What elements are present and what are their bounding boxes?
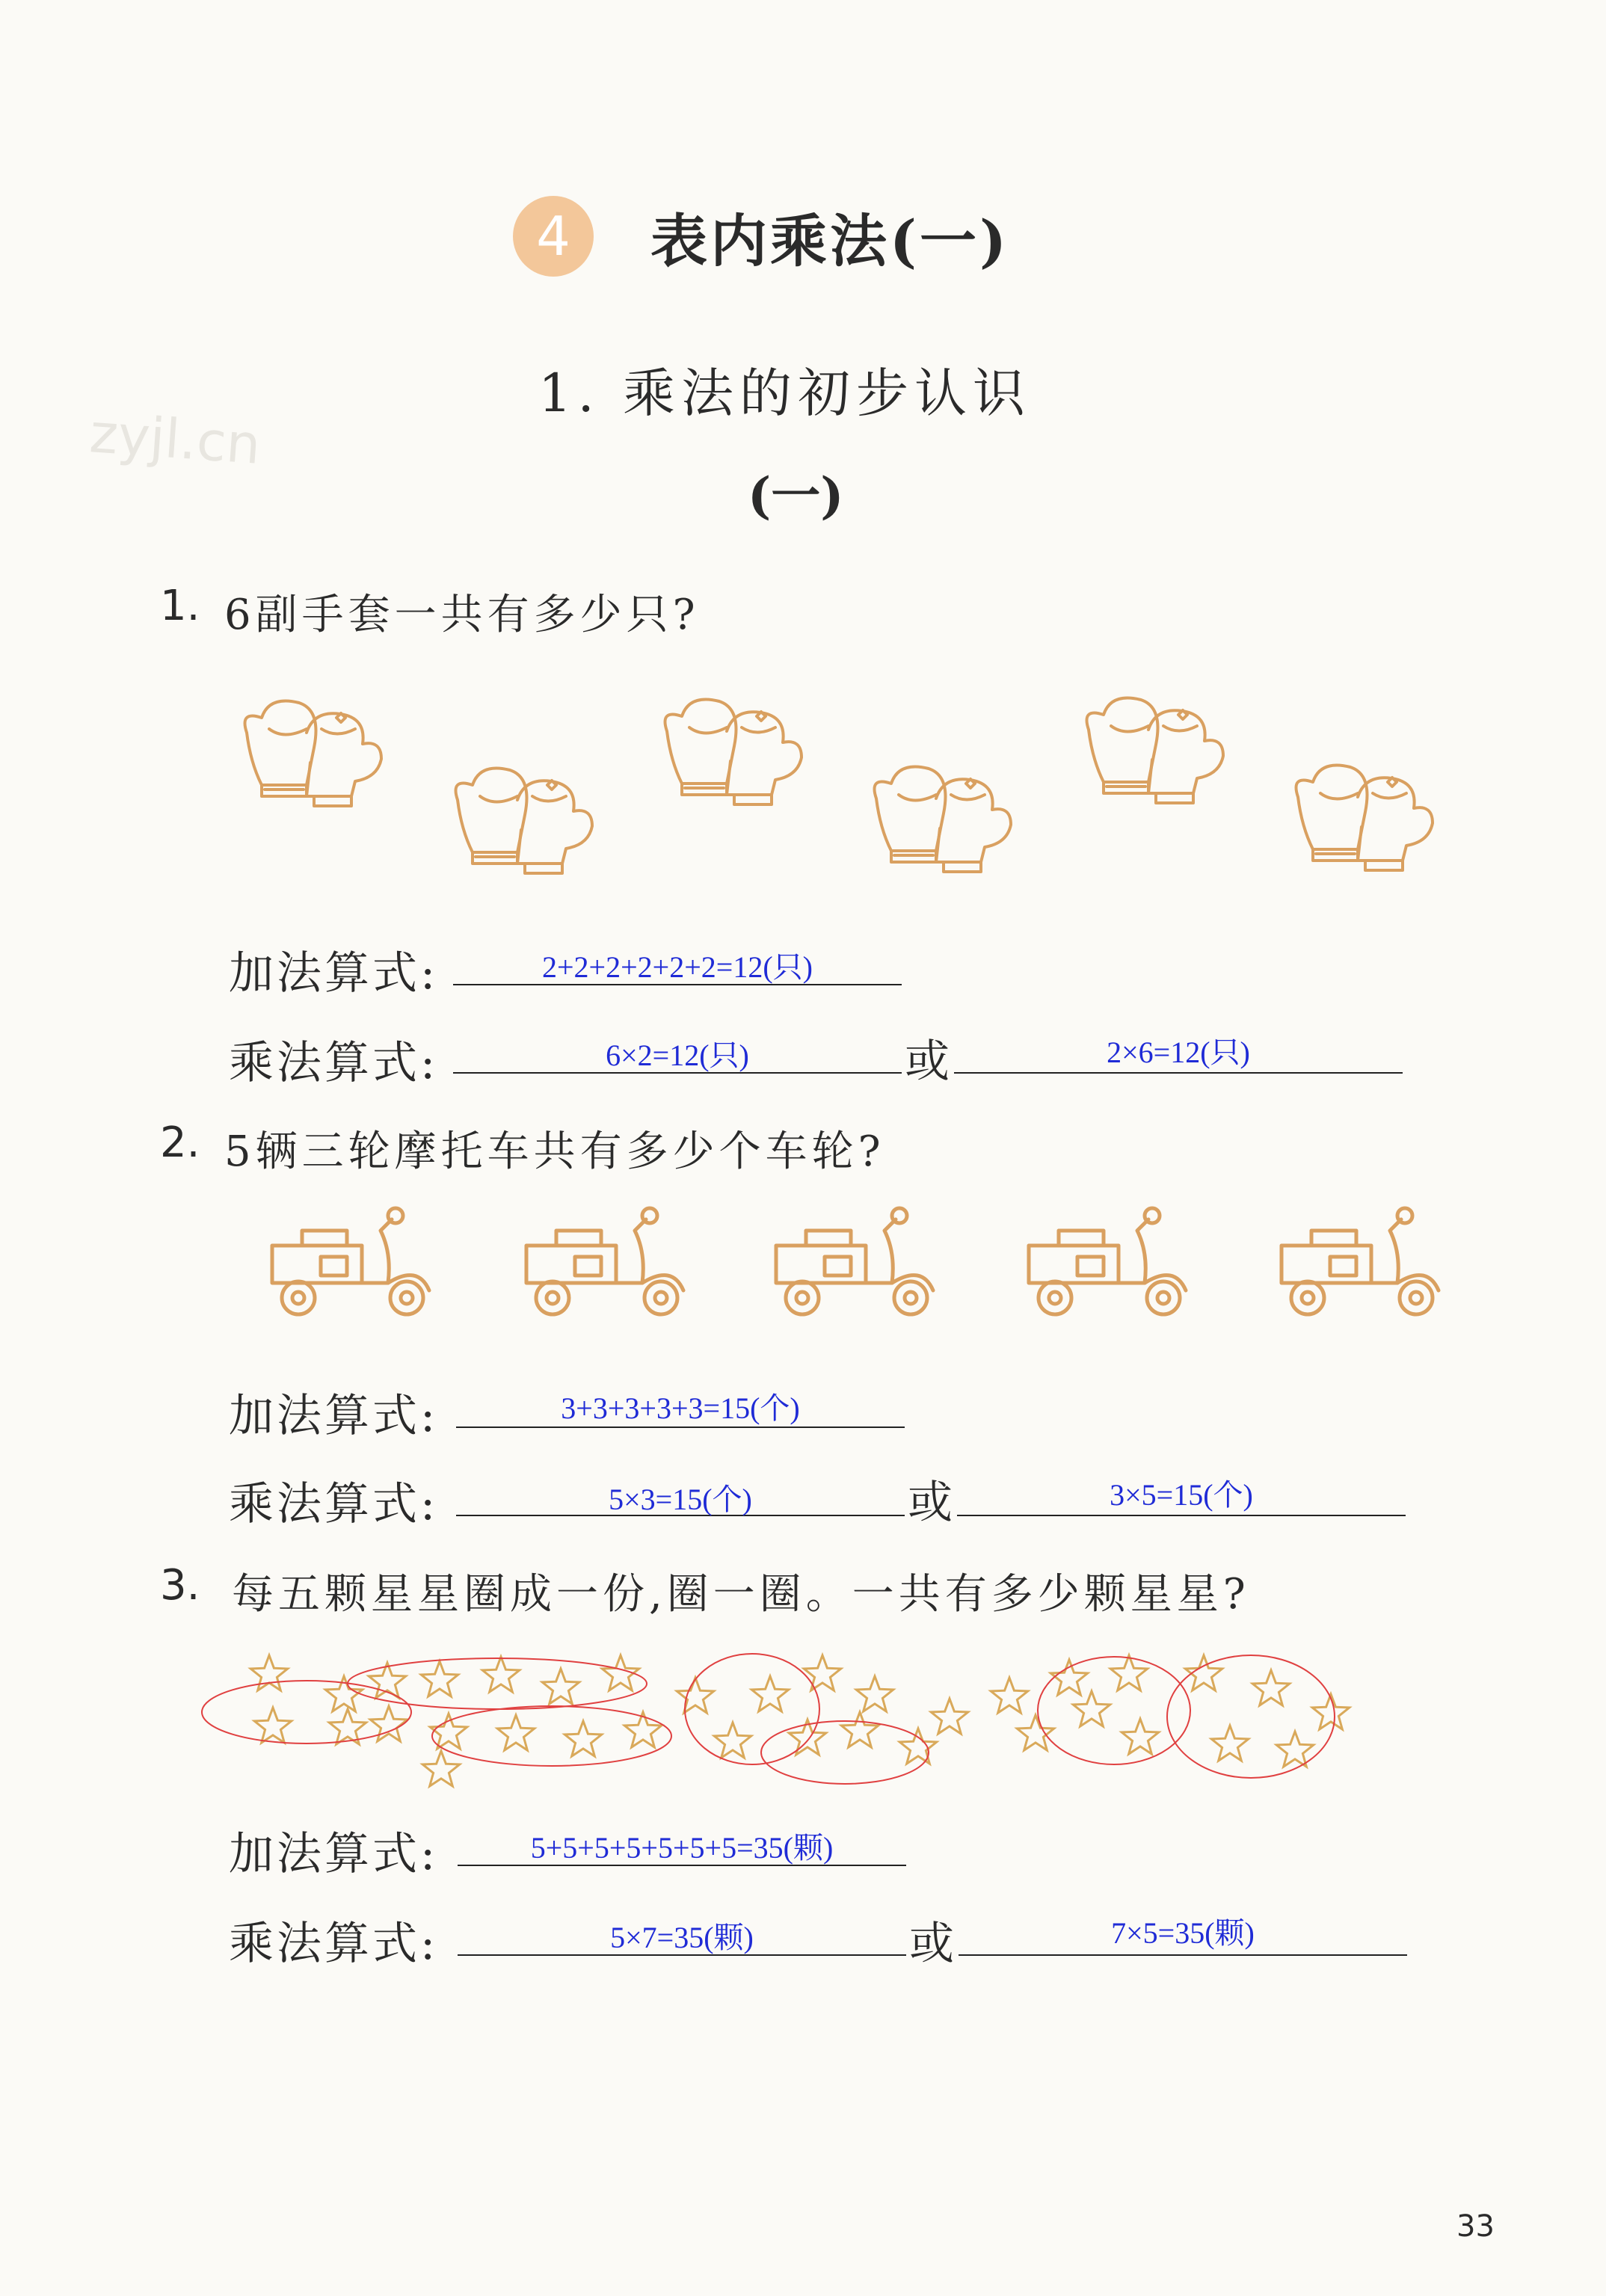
q3-multiplication-answer-1: 5×7=35(颗) (610, 1921, 754, 1954)
star-icon (1211, 1726, 1248, 1761)
q1-or-label: 或 (905, 1035, 950, 1088)
subsection-title: (一) (748, 467, 844, 525)
star-icon (1017, 1715, 1053, 1750)
q2-addition-label: 加法算式: (229, 1390, 439, 1442)
star-icon (1122, 1719, 1158, 1754)
star-icon (714, 1723, 751, 1758)
q3-multiplication-answer-2: 7×5=35(颗) (1111, 1916, 1255, 1950)
star-icon (1050, 1660, 1087, 1695)
star-icon (497, 1715, 534, 1750)
glove-pair-icon (232, 688, 396, 815)
glove-pair-icon (1283, 752, 1447, 879)
question-1-number: 1. (160, 582, 200, 630)
q3-multiplication-blank-2 (959, 1954, 1407, 1956)
question-2-number: 2. (160, 1118, 200, 1167)
star-icon (841, 1712, 878, 1747)
tricycle-icon (511, 1201, 698, 1328)
q1-addition-answer: 2+2+2+2+2+2=12(只) (542, 950, 813, 984)
question-3-text: 每五颗星星圈成一份,圈一圈。一共有多少颗星星? (232, 1570, 1250, 1619)
star-icon (899, 1729, 936, 1764)
group-circle (761, 1721, 929, 1784)
chapter-title: 表内乘法(一) (650, 208, 1009, 274)
page-number: 33 (1456, 2209, 1495, 2244)
star-icon (422, 1751, 459, 1786)
star-icon (751, 1676, 788, 1711)
q1-multiplication-answer-2: 2×6=12(只) (1107, 1035, 1250, 1069)
star-icon (542, 1669, 579, 1704)
q2-multiplication-label: 乘法算式: (229, 1478, 439, 1530)
q1-multiplication-label: 乘法算式: (229, 1037, 439, 1089)
q1-multiplication-answer-1: 6×2=12(只) (606, 1038, 749, 1072)
watermark: zyjl.cn (87, 401, 263, 476)
star-icon (421, 1661, 458, 1696)
q2-addition-answer: 3+3+3+3+3=15(个) (561, 1391, 800, 1425)
tricycle-icon (1267, 1201, 1453, 1328)
q2-multiplication-answer-1: 5×3=15(个) (609, 1483, 752, 1516)
tricycle-icon (761, 1201, 948, 1328)
q3-addition-answer: 5+5+5+5+5+5+5=35(颗) (530, 1831, 834, 1865)
q1-multiplication-blank-2 (954, 1072, 1403, 1074)
star-field (202, 1637, 1368, 1809)
q3-multiplication-label: 乘法算式: (229, 1918, 439, 1970)
question-2-text: 5辆三轮摩托车共有多少个车轮? (224, 1127, 885, 1176)
star-icon (677, 1678, 713, 1713)
star-icon (856, 1676, 893, 1711)
star-icon (482, 1657, 519, 1692)
star-icon (1252, 1670, 1289, 1705)
tricycle-icon (257, 1201, 444, 1328)
star-icon (931, 1699, 967, 1734)
glove-pair-icon (443, 755, 607, 882)
q2-multiplication-answer-2: 3×5=15(个) (1110, 1478, 1253, 1512)
star-icon (804, 1655, 840, 1690)
tricycle-icon (1014, 1201, 1201, 1328)
q2-multiplication-blank-2 (957, 1515, 1406, 1516)
question-3-number: 3. (160, 1561, 200, 1610)
glove-pair-icon (861, 754, 1026, 881)
star-icon (991, 1678, 1027, 1713)
q1-addition-label: 加法算式: (229, 947, 439, 1000)
section-title: 1. 乘法的初步认识 (538, 363, 1032, 424)
glove-pair-icon (1074, 685, 1238, 812)
question-1-text: 6副手套一共有多少只? (224, 591, 700, 639)
group-circle (202, 1681, 411, 1743)
chapter-number-badge: 4 (513, 196, 594, 277)
group-circle (1167, 1655, 1335, 1778)
q3-or-label: 或 (909, 1918, 954, 1970)
q3-addition-label: 加法算式: (229, 1828, 439, 1880)
star-icon (564, 1721, 601, 1756)
glove-pair-icon (652, 686, 816, 813)
star-icon (1073, 1691, 1110, 1726)
q2-or-label: 或 (908, 1477, 953, 1529)
star-icon (254, 1708, 291, 1743)
